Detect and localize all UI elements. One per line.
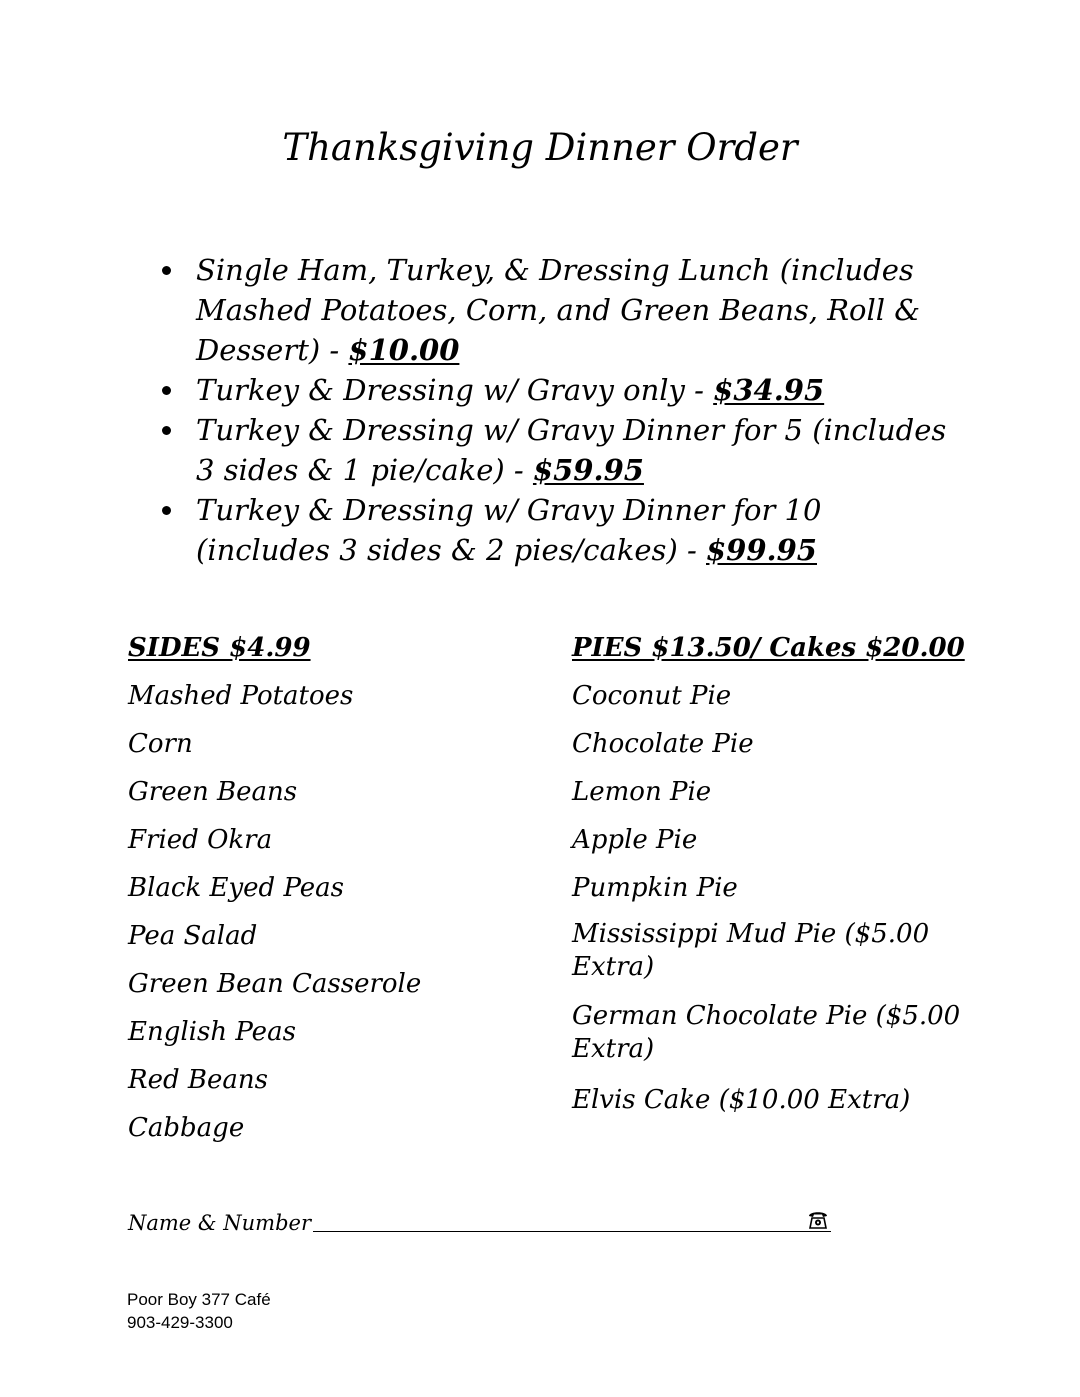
- name-number-field: [128, 1204, 848, 1238]
- footer: [127, 1288, 271, 1334]
- name-number-label: Name & Number: [128, 1211, 312, 1235]
- telephone-icon: [806, 1208, 830, 1230]
- bullet-icon: [162, 266, 171, 275]
- side-item: Pea Salad: [128, 921, 258, 951]
- pies-column: [572, 630, 972, 1130]
- sides-heading: SIDES $4.99: [128, 633, 311, 663]
- side-item: Red Beans: [128, 1065, 268, 1095]
- pie-item: Mississippi Mud Pie ($5.00 Extra): [572, 919, 930, 982]
- menu-item-text: Turkey & Dressing w/ Gravy Dinner for 5 (includes 3 sides & 1 pie/cake) -: [196, 413, 947, 487]
- sides-column: [128, 630, 548, 1158]
- side-item: Green Beans: [128, 777, 298, 807]
- bullet-icon: [162, 386, 171, 395]
- pie-item: Elvis Cake ($10.00 Extra): [572, 1085, 911, 1115]
- side-item: Corn: [128, 729, 193, 759]
- side-item: Black Eyed Peas: [128, 873, 345, 903]
- pie-item: Lemon Pie: [572, 777, 712, 807]
- menu-item: [160, 490, 960, 570]
- menu-item-text: Turkey & Dressing w/ Gravy Dinner for 10 (includes 3 sides & 2 pies/cakes) -: [196, 493, 822, 567]
- menu-item: [160, 410, 960, 490]
- menu-item-price: $34.95: [713, 373, 825, 407]
- menu-item-price: $59.95: [532, 453, 644, 487]
- pie-item: Chocolate Pie: [572, 729, 754, 759]
- menu-item: [160, 370, 960, 410]
- menu-item-text: Turkey & Dressing w/ Gravy only -: [196, 373, 714, 407]
- side-item: Cabbage: [128, 1113, 245, 1143]
- side-item: Fried Okra: [128, 825, 273, 855]
- business-name: Poor Boy 377 Café: [127, 1290, 271, 1309]
- pie-item: Pumpkin Pie: [572, 873, 738, 903]
- pie-item: Apple Pie: [572, 825, 698, 855]
- side-item: Mashed Potatoes: [128, 681, 354, 711]
- pies-heading: PIES $13.50/ Cakes $20.00: [572, 633, 965, 663]
- pie-item: German Chocolate Pie ($5.00 Extra): [572, 1001, 961, 1064]
- menu-item: [160, 250, 960, 370]
- page-title: Thanksgiving Dinner Order: [282, 126, 798, 169]
- menu-item-price: $10.00: [348, 333, 460, 367]
- menu-list: [160, 250, 960, 570]
- side-item: Green Bean Casserole: [128, 969, 422, 999]
- business-phone: 903-429-3300: [127, 1313, 233, 1332]
- name-number-line: [313, 1207, 831, 1232]
- side-item: English Peas: [128, 1017, 296, 1047]
- bullet-icon: [162, 506, 171, 515]
- menu-item-price: $99.95: [706, 533, 817, 567]
- pie-item: Coconut Pie: [572, 681, 732, 711]
- menu-item-text: Single Ham, Turkey, & Dressing Lunch (includes Mashed Potatoes, Corn, and Green Beans, Roll & Dessert) -: [196, 253, 921, 367]
- bullet-icon: [162, 426, 171, 435]
